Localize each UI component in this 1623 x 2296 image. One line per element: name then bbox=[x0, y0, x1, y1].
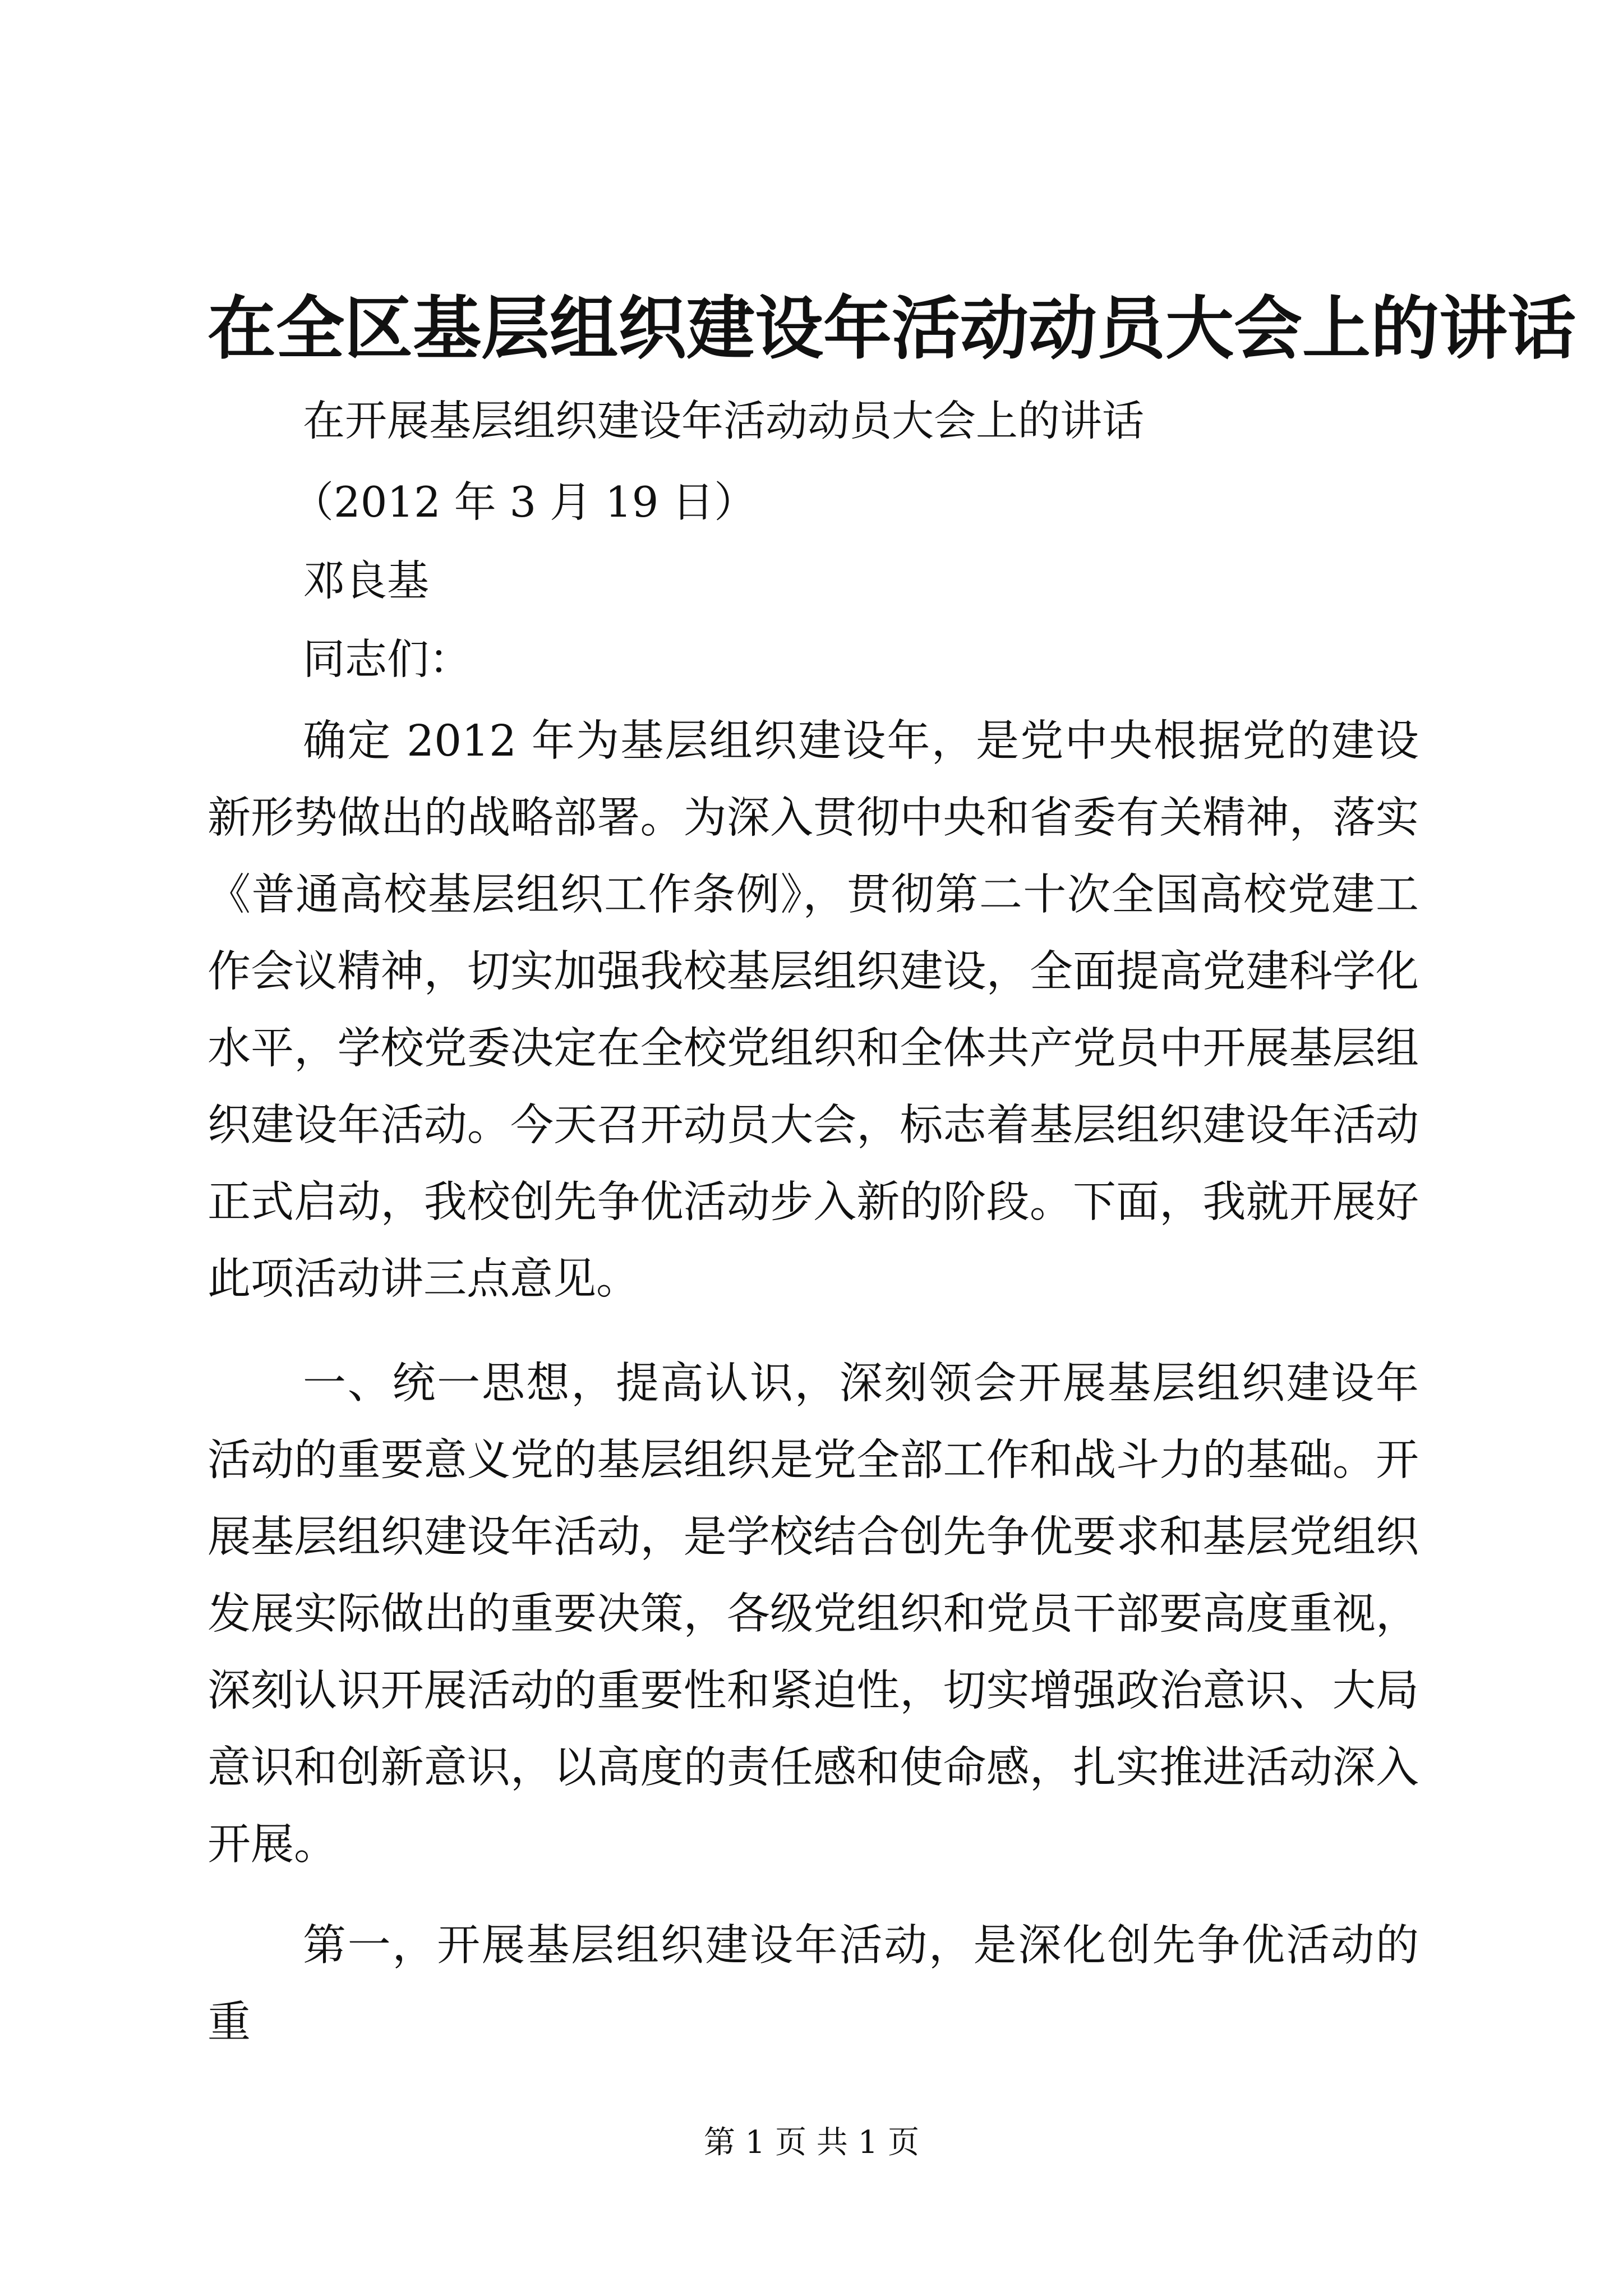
body-paragraph-2: 一、统一思想，提高认识，深刻领会开展基层组织建设年活动的重要意义党的基层组织是党全部工作和战斗力的基础。开展基层组织建设年活动，是学校结合创先争优要求和基层党组织发展实际做出的重要决策，各级党组织和党员干部要高度重视，深刻认识开展活动的重要性和紧迫性，切实增强政治意识、大局意识和创新意识，以高度的责任感和使命感，扎实推进活动深入开展。 bbox=[208, 1359, 1419, 1870]
speaker-name: 邓良基 bbox=[303, 556, 430, 605]
body-paragraph-1: 确定 2012 年为基层组织建设年，是党中央根据党的建设新形势做出的战略部署。为深入贯彻中央和省委有关精神，落实《普通高校基层组织工作条例》，贯彻第二十次全国高校党建工作会议精神，切实加强我校基层组织建设，全面提高党建科学化水平，学校党委决定在全校党组织和全体共产党员中开展基层组织建设年活动。今天召开动员大会，标志着基层组织建设年活动正式启动，我校创先争优活动步入新的阶段。下面，我就开展好此项活动讲三点意见。 bbox=[208, 716, 1419, 1304]
page-number-footer: 第 1 页 共 1 页 bbox=[703, 2124, 920, 2161]
body-paragraph-3: 第一，开展基层组织建设年活动，是深化创先争优活动的重 bbox=[208, 1921, 1419, 2047]
document-subtitle: 在开展基层组织建设年活动动员大会上的讲话 bbox=[303, 396, 1145, 445]
speech-date: （2012 年 3 月 19 日） bbox=[292, 477, 757, 527]
salutation: 同志们： bbox=[303, 634, 472, 684]
document-title: 在全区基层组织建设年活动动员大会上的讲话 bbox=[208, 288, 1576, 369]
